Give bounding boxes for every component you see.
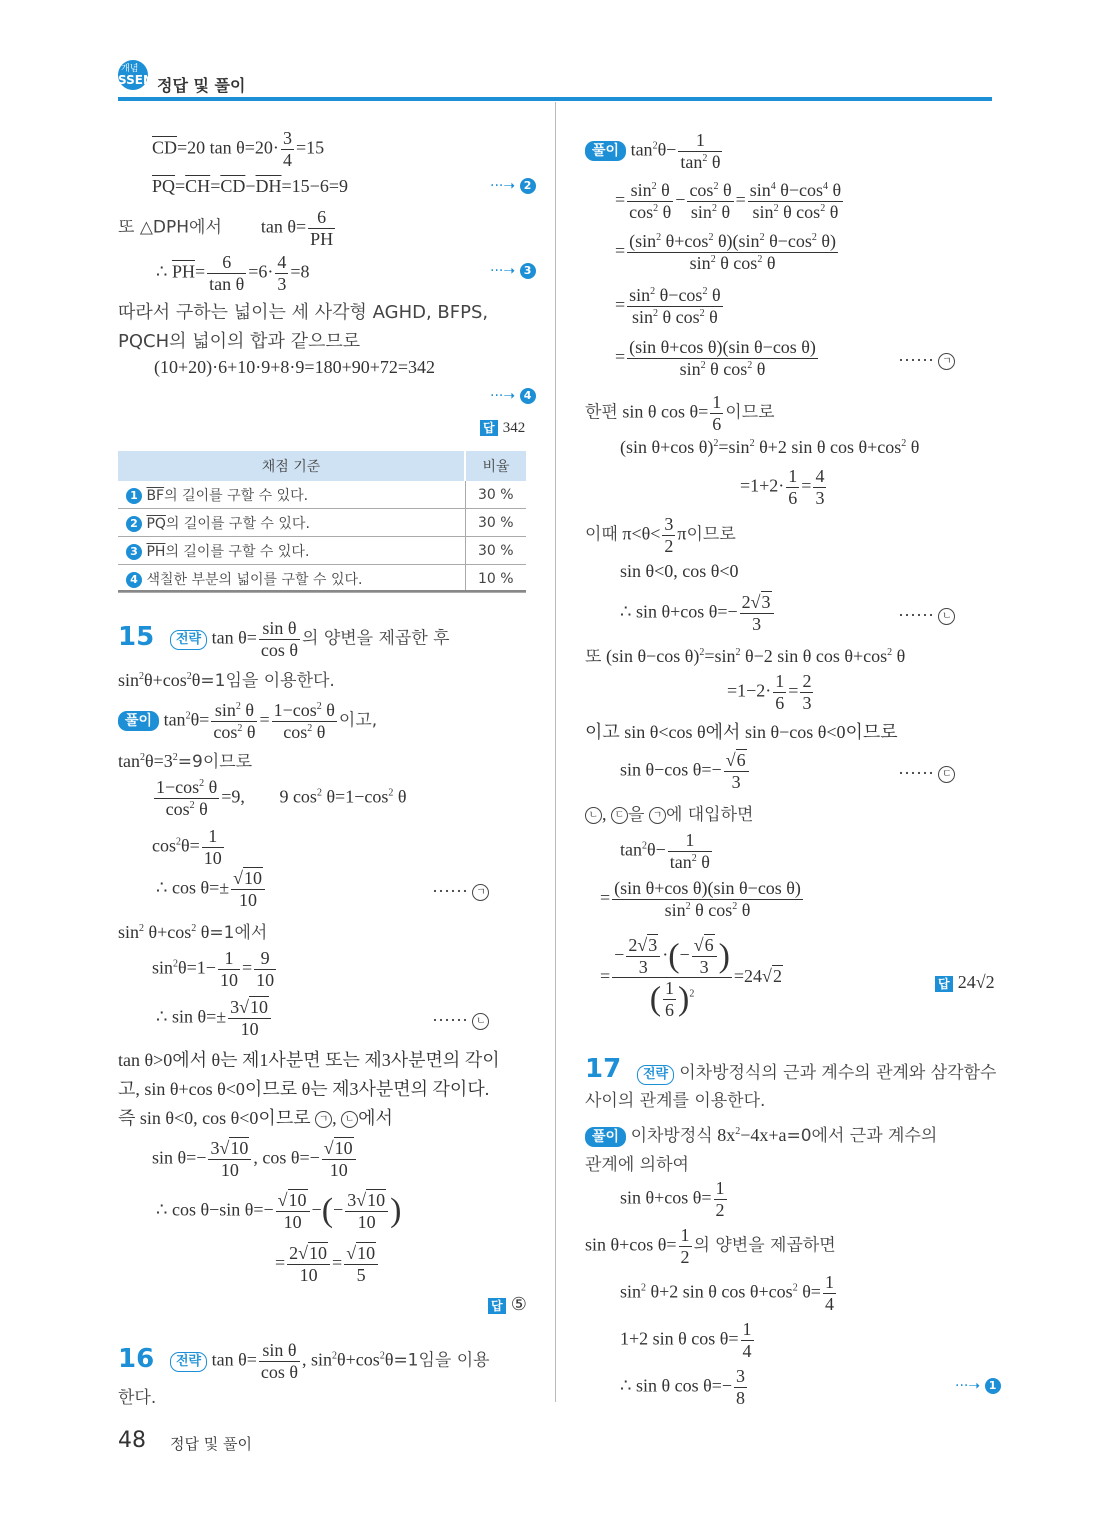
p16-sol-line-4: = $\frac{\sin^2 \theta-\cos^2 \theta}{\sin^2 \theta \cos^2 \theta}$	[615, 285, 721, 327]
p17-strategy: 전략 이차방정식의 근과 계수의 관계와 삼각함수	[637, 1058, 996, 1085]
grading-row: 2 $\overline{PQ}$의 길이를 구할 수 있다. 30 %	[118, 509, 526, 537]
p16-sol-line-2: = $\frac{\sin^2 \theta}{\cos^2 \theta}$ − $\frac{\cos^2 \theta}{\sin^2 \theta}$ = $\frac{\sin^4 \theta-\cos^4 \theta}{\sin^2 \theta \cos^2 \theta}$	[615, 180, 842, 222]
p16-label-c: ······ ㄷ	[898, 763, 955, 784]
p16-ttae: 이때 π<θ< $\frac{3}{2}$ π이므로	[585, 514, 736, 556]
p15-answer: 답 ⑤	[488, 1294, 527, 1315]
p17-line-4: 1+2 sin θ cos θ= $\frac{1}{4}$	[620, 1319, 752, 1361]
grading-table-bottom-rule	[118, 590, 526, 592]
p15-strategy-2: $\sin^2\theta+\cos^2\theta=1$임을 이용한다.	[118, 670, 335, 691]
p15-strategy: 전략 tan θ= $\frac{\text{sin θ}}{\text{cos θ}}$ 의 양변을 제곱한 후	[170, 618, 450, 660]
header-rule	[118, 97, 992, 101]
grading-table	[118, 451, 526, 593]
header-logo-bottom: SSEN	[118, 73, 153, 87]
p16-igo: 이고 sin θ<cos θ에서 sin θ−cos θ<0이므로	[585, 722, 898, 742]
p17-sol-2: 관계에 의하여	[585, 1155, 689, 1175]
p15-line-3: $\frac{1-\cos^2 \theta}{\cos^2 \theta}$ =9, 9 $\cos^2 \theta=1-\cos^2$ θ	[156, 777, 407, 819]
p17-line-2: sin θ+cos θ= $\frac{1}{2}$ 의 양변을 제곱하면	[585, 1225, 836, 1267]
grading-row: 3 $\overline{PH}$의 길이를 구할 수 있다. 30 %	[118, 537, 526, 565]
header-title: 정답 및 풀이	[157, 76, 246, 95]
p16-sum: ∴ sin θ+cos θ=− $\frac{2√3}{3}$	[620, 592, 776, 634]
p16-sol-line-3: = $\frac{(\sin^2 \theta+\cos^2 \theta)(\sin^2 \theta-\cos^2 \theta)}{\sin^2 \theta \cos^2 \theta}$	[615, 231, 836, 273]
p17-line-3: $\sin^2 \theta+2$ sin θ $\cos \theta+\cos^2$ θ= $\frac{1}{4}$	[620, 1272, 834, 1314]
p15-line-9: sin θ=− $\frac{3√10}{10}$ , cos θ=− $\frac{√10}{10}$	[152, 1138, 358, 1180]
p14-ph-line: ∴ $\overline{PH}=$ $\frac{6}{\text{tan θ}}$ =6· $\frac{4}{3}$ =8	[156, 252, 310, 294]
p16-number: 16	[118, 1344, 155, 1374]
p16-diff: sin θ−cos θ=− $\frac{√6}{3}$	[620, 750, 751, 792]
p16-label-a: ······ ㄱ	[898, 350, 955, 371]
p15-number-display: 15	[118, 622, 155, 652]
p15-line-1: 풀이 $\tan^2\theta=$ $\frac{\sin^2 \theta}{\cos^2 \theta}$ = $\frac{1-\cos^2 \theta}{\cos^2 \theta}$ 이고,	[118, 700, 377, 742]
p15-line-4: $\cos^2\theta=$ $\frac{1}{10}$	[152, 826, 222, 868]
p14-sum-text-2: PQCH의 넓이의 합과 같으므로	[118, 331, 361, 352]
p15-line-10: ∴ cos θ−sin θ=− $\frac{√10}{10}$ −(− $\frac{3√10}{10}$ )	[156, 1190, 402, 1232]
p15-label-b: ······ ㄴ	[432, 1010, 489, 1031]
footer-title: 정답 및 풀이	[170, 1435, 252, 1453]
header-logo-top: 개념	[121, 64, 139, 74]
p16-label-b: ······ ㄴ	[898, 605, 955, 626]
p16-final-1: $\tan^2\theta-$ $\frac{1}{\tan^2 \theta}$	[620, 830, 710, 872]
p16-substitute: ㄴ , ㄷ 을 ㄱ 에 대입하면	[585, 800, 753, 825]
p16-sol-line-5: = $\frac{\text{(sin θ+cos θ)(sin θ−cos θ)}}{\sin^2 \theta \cos^2 \theta}$	[615, 337, 816, 379]
p15-text-3: 즉 sin θ<0, cos θ<0이므로 ㄱ , ㄴ 에서	[118, 1108, 393, 1128]
p16-strategy-2: 한다.	[118, 1388, 157, 1408]
p16-strategy: 전략 tan θ= $\frac{\text{sin θ}}{\text{cos θ}}$ , $\sin^2\theta+\cos^2\theta=1$임을 이용	[170, 1340, 490, 1382]
step-marker-2: ···➝ 2	[490, 178, 536, 194]
grading-row: 4 색칠한 부분의 넓이를 구할 수 있다. 10 %	[118, 565, 526, 593]
p15-text-1: tan θ>0에서 θ는 제1사분면 또는 제3사분면의 각이	[118, 1050, 500, 1070]
p17-sol: 풀이 이차방정식 $8x^2-4x+a=0$에서 근과 계수의	[585, 1121, 937, 1147]
footer-page-number: 48	[118, 1428, 146, 1453]
p14-cd-line: $\overline{CD}=20$ tan θ=20· $\frac{3}{4}$ =15	[152, 128, 325, 170]
step-marker-1: ···➝ 1	[955, 1378, 1001, 1394]
p15-line-2: $\tan^2\theta=3^2=9$이므로	[118, 751, 253, 772]
p17-line-5: ∴ sin θ cos θ=− $\frac{3}{8}$	[620, 1366, 745, 1408]
p16-sign: sin θ<0, cos θ<0	[620, 561, 739, 581]
grading-row: 1 $\overline{BF}$의 길이를 구할 수 있다. 30 %	[118, 481, 526, 509]
p17-strategy-2: 사이의 관계를 이용한다.	[585, 1091, 766, 1111]
p17-line-1: sin θ+cos θ= $\frac{1}{2}$	[620, 1178, 725, 1220]
p15-line-6: $\sin^2 \theta+\cos^2$ θ=1에서	[118, 922, 268, 943]
p16-sol-line-1: 풀이 $\tan^2\theta-$ $\frac{1}{\tan^2 \theta}$	[585, 130, 724, 172]
p15-line-8: ∴ sin θ=± $\frac{3√10}{10}$	[156, 997, 273, 1039]
grading-header-ratio: 비율	[465, 451, 526, 481]
step-marker-4: ···➝ 4	[490, 388, 536, 404]
p14-dph-line: 또 △DPH에서 tan θ= $\frac{6}{PH}$	[118, 207, 334, 249]
p15-line-7: $\sin^2\theta=1-$ $\frac{1}{10}$ = $\frac{9}{10}$	[152, 948, 275, 990]
p16-answer: 답 24√2	[935, 972, 995, 993]
p16-square-2: =1+2· $\frac{1}{6}$ = $\frac{4}{3}$	[740, 466, 825, 508]
p16-final-3: = − $\frac{2√3}{3}$ ·(− $\frac{√6}{3}$ ) ( $\frac{1}{6}$ )$^2$ =24√2	[600, 935, 782, 1021]
p15-text-2: 고, sin θ+cos θ<0이므로 θ는 제3사분면의 각이다.	[118, 1079, 490, 1099]
p14-sum-text-1: 따라서 구하는 넓이는 세 사각형 AGHD, BFPS,	[118, 302, 489, 323]
p14-sum-equation: (10+20)·6+10·9+8·9=180+90+72=342	[154, 357, 436, 377]
p17-number: 17	[585, 1054, 622, 1084]
p16-also-2: =1−2· $\frac{1}{6}$ = $\frac{2}{3}$	[727, 671, 812, 713]
p16-also-1: 또 (sin θ−cos $\theta)^2=\sin^2$ θ−2 sin θ $\cos \theta+\cos^2$ θ	[585, 646, 906, 667]
column-divider	[555, 102, 556, 1402]
p14-answer: 답 342	[480, 417, 525, 437]
p16-final-2: = $\frac{\text{(sin θ+cos θ)(sin θ−cos θ)}}{\sin^2 \theta \cos^2 \theta}$	[600, 878, 801, 920]
p16-hanpyeon: 한편 sin θ cos θ= $\frac{1}{6}$ 이므로	[585, 392, 775, 434]
p14-pq-line: $\overline{PQ}=\overline{CH}=\overline{CD}-\overline{DH}=15-6=9$	[152, 176, 348, 196]
p15-line-11: = $\frac{2√10}{10}$ = $\frac{√10}{5}$	[275, 1243, 380, 1285]
grading-header-criterion: 채점 기준	[118, 451, 465, 481]
step-marker-3: ···➝ 3	[490, 263, 536, 279]
p15-line-5: ∴ cos θ=± $\frac{√10}{10}$	[156, 868, 267, 910]
p15-label-a: ······ ㄱ	[432, 881, 489, 902]
p16-square-1: (sin θ+cos $\theta)^2=\sin^2$ θ+2 sin θ $\cos \theta+\cos^2$ θ	[620, 437, 920, 457]
